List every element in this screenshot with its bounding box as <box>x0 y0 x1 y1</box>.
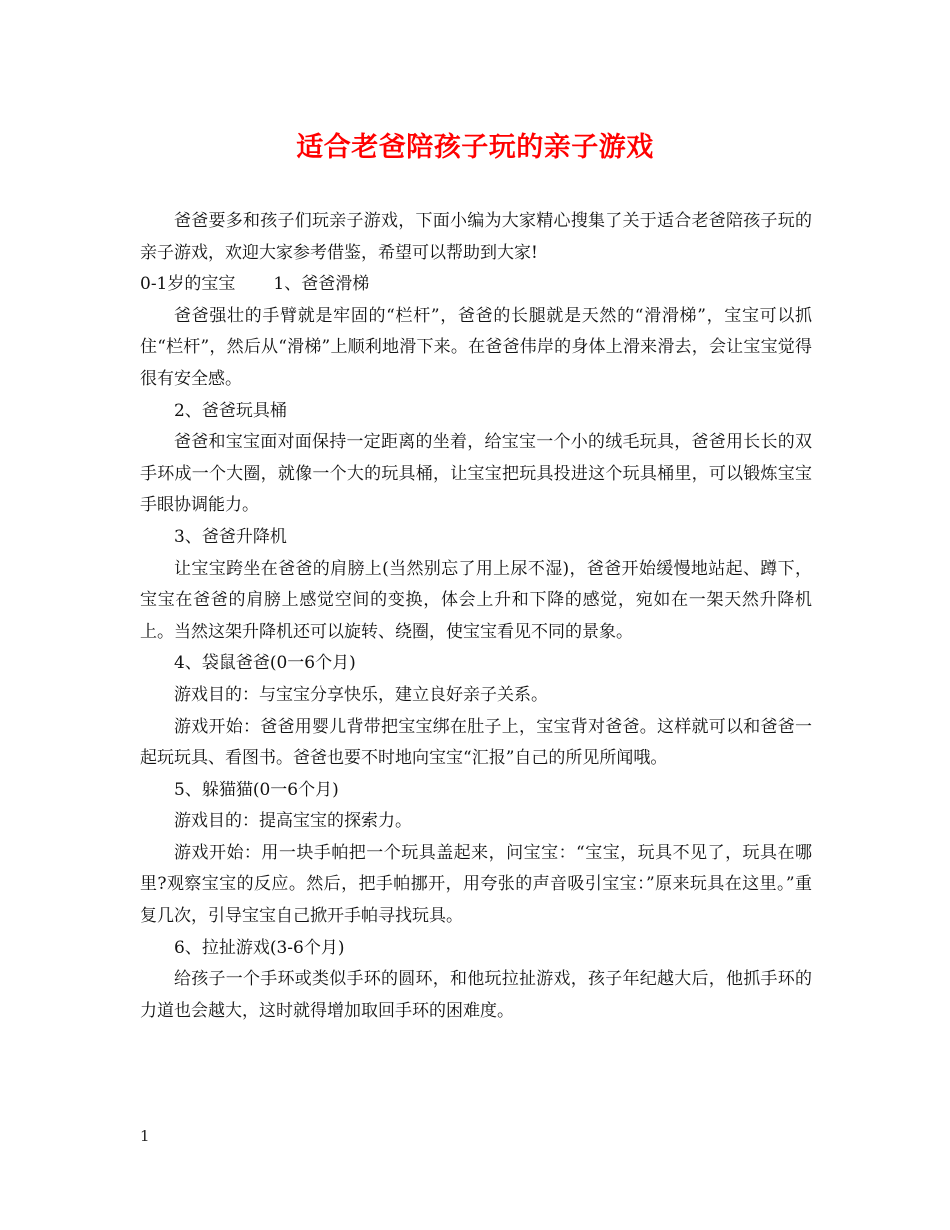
page-number: 1 <box>140 1127 150 1145</box>
section-heading-age <box>140 269 812 301</box>
game-heading-3: 3、爸爸升降机 <box>174 526 287 547</box>
game-2-description: 爸爸和宝宝面对面保持一定距离的坐着，给宝宝一个小的绒毛玩具，爸爸用长长的双手环成一个大圈，就像一个大的玩具桶，让宝宝把玩具投进这个玩具桶里，可以锻炼宝宝手眼协调能力。 <box>140 432 812 516</box>
game-5-purpose: 游戏目的：提高宝宝的探索力。 <box>174 811 412 832</box>
intro-paragraph: 爸爸要多和孩子们玩亲子游戏，下面小编为大家精心搜集了关于适合老爸陪孩子玩的亲子游戏，欢迎大家参考借鉴，希望可以帮助到大家! <box>140 211 812 263</box>
game-heading-6: 6、拉扯游戏(3-6个月) <box>174 937 345 958</box>
game-5-start: 游戏开始：用一块手帕把一个玩具盖起来，问宝宝：“宝宝，玩具不见了，玩具在哪里?观察宝宝的反应。然后，把手帕挪开，用夸张的声音吸引宝宝：”原来玩具在这里。”重复几次，引导宝宝自己掀开手帕寻找玩具。 <box>140 842 812 927</box>
game-4-start: 游戏开始：爸爸用婴儿背带把宝宝绑在肚子上，宝宝背对爸爸。这样就可以和爸爸一起玩玩具、看图书。爸爸也要不时地向宝宝“汇报”自己的所见所闻哦。 <box>140 716 812 769</box>
game-1-description: 爸爸强壮的手臂就是牢固的“栏杆”，爸爸的长腿就是天然的“滑滑梯”，宝宝可以抓住“栏杆”，然后从“滑梯”上顺利地滑下来。在爸爸伟岸的身体上滑来滑去，会让宝宝觉得很有安全感。 <box>140 305 812 389</box>
game-heading-5: 5、躲猫猫(0一6个月) <box>174 779 339 800</box>
game-heading-1: 1、爸爸滑梯 <box>273 274 370 295</box>
game-6-description: 给孩子一个手环或类似手环的圆环，和他玩拉扯游戏，孩子年纪越大后，他抓手环的力道也会越大，这时就得增加取回手环的困难度。 <box>140 969 812 1021</box>
game-4-purpose: 游戏目的：与宝宝分享快乐，建立良好亲子关系。 <box>174 684 548 705</box>
game-heading-2: 2、爸爸玩具桶 <box>174 400 287 421</box>
game-3-description: 让宝宝跨坐在爸爸的肩膀上(当然别忘了用上尿不湿)，爸爸开始缓慢地站起、蹲下，宝宝在爸爸的肩膀上感觉空间的变换，体会上升和下降的感觉，宛如在一架天然升降机上。当然这架升降机还可以旋转、绕圈，使宝宝看见不同的景象。 <box>140 558 812 642</box>
document-title: 适合老爸陪孩子玩的亲子游戏 <box>296 132 654 163</box>
age-group-label: 0-1岁的宝宝 <box>140 274 236 295</box>
game-heading-4: 4、袋鼠爸爸(0一6个月) <box>174 653 356 674</box>
document-body <box>140 206 812 1027</box>
